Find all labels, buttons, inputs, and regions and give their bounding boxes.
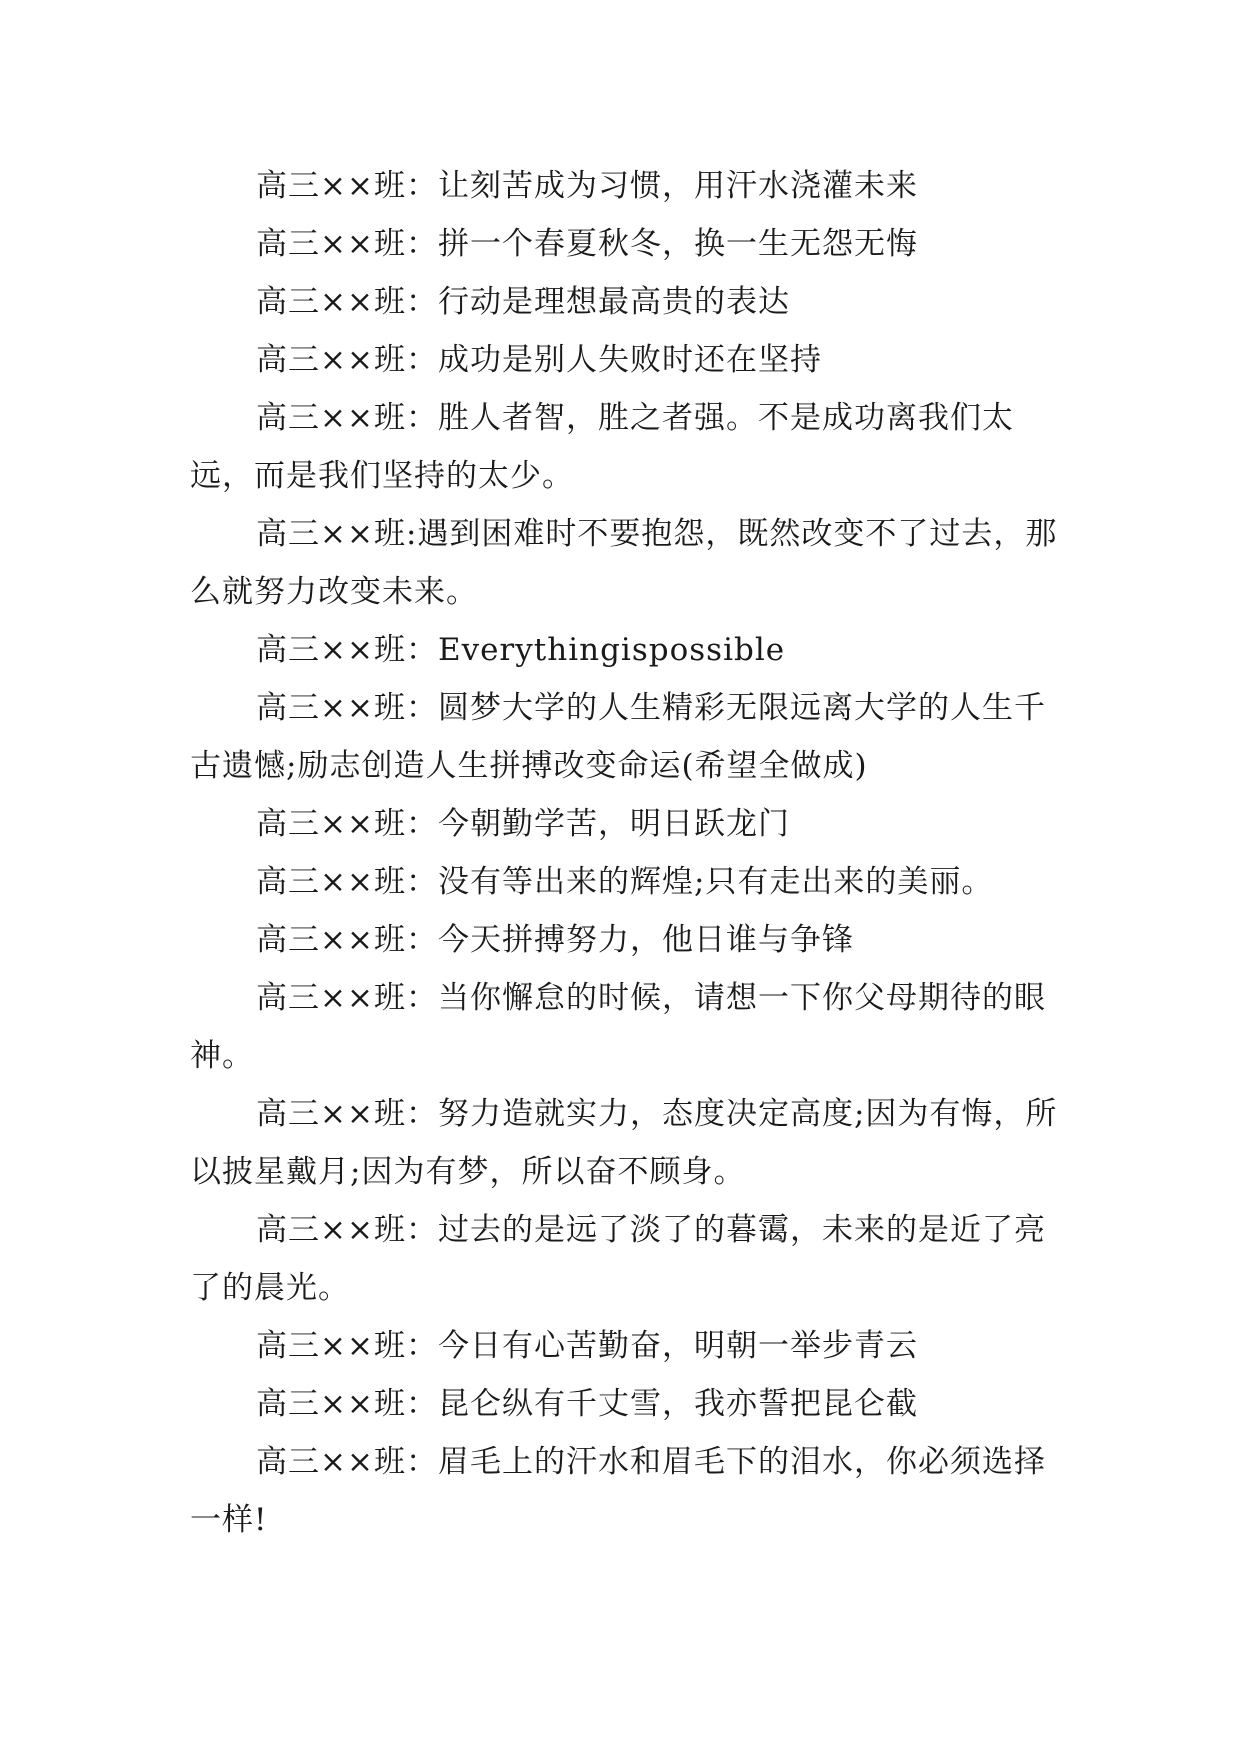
slogan-paragraph: 高三××班：今日有心苦勤奋，明朝一举步青云 <box>256 1328 918 1364</box>
slogan-paragraph: 高三××班：没有等出来的辉煌;只有走出来的美丽。 <box>256 864 994 900</box>
slogan-paragraph: 高三××班：拼一个春夏秋冬，换一生无怨无悔 <box>256 226 918 262</box>
slogan-paragraph: 高三××班：努力造就实力，态度决定高度;因为有悔，所以披星戴月;因为有梦，所以奋不顾身。 <box>190 1096 1058 1190</box>
slogan-paragraph: 高三××班：过去的是远了淡了的暮霭，未来的是近了亮了的晨光。 <box>190 1212 1046 1306</box>
slogan-paragraph: 高三××班：圆梦大学的人生精彩无限远离大学的人生千古遗憾;励志创造人生拼搏改变命运(希望全做成) <box>190 690 1046 784</box>
slogan-paragraph: 高三××班：成功是别人失败时还在坚持 <box>256 342 822 378</box>
slogan-paragraph: 高三××班：Everythingispossible <box>256 632 786 668</box>
slogan-paragraph: 高三××班：胜人者智，胜之者强。不是成功离我们太远，而是我们坚持的太少。 <box>190 400 1014 494</box>
slogan-paragraph: 高三××班：今天拼搏努力，他日谁与争锋 <box>256 922 854 958</box>
slogan-paragraph: 高三××班：行动是理想最高贵的表达 <box>256 284 790 320</box>
slogan-paragraph: 高三××班：今朝勤学苦，明日跃龙门 <box>256 806 790 842</box>
document-body <box>190 157 1070 1549</box>
slogan-paragraph: 高三××班：当你懈怠的时候，请想一下你父母期待的眼神。 <box>190 980 1046 1074</box>
slogan-paragraph: 高三××班：昆仑纵有千丈雪，我亦誓把昆仑截 <box>256 1386 918 1422</box>
slogan-paragraph: 高三××班:遇到困难时不要抱怨，既然改变不了过去，那么就努力改变未来。 <box>190 516 1058 610</box>
slogan-paragraph: 高三××班：眉毛上的汗水和眉毛下的泪水，你必须选择一样! <box>190 1444 1046 1538</box>
slogan-paragraph: 高三××班：让刻苦成为习惯，用汗水浇灌未来 <box>256 168 918 204</box>
